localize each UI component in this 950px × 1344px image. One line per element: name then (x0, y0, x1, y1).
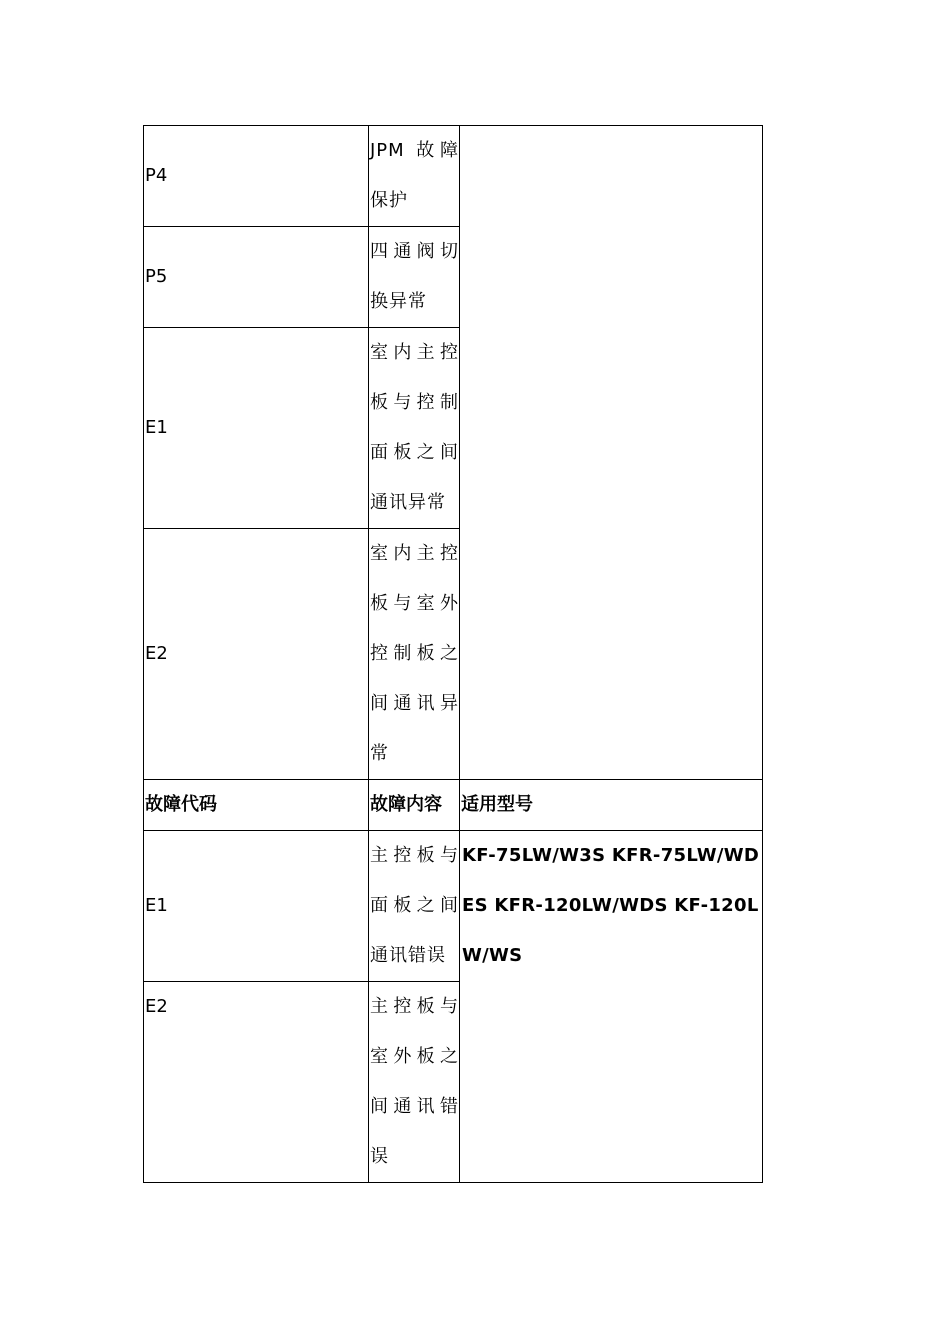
table-row (144, 831, 763, 982)
header-fault-content: 故障内容 (369, 780, 460, 831)
fault-content-cell: 室内主控板与控制面板之间通讯异常 (369, 328, 460, 529)
table-row (144, 126, 763, 227)
applicable-models-cell: KF-75LW/W3S KFR-75LW/WDES KFR-120LW/WDS KF-120LW/WS (460, 831, 763, 1183)
fault-content-cell: 室内主控板与室外控制板之间通讯异常 (369, 529, 460, 780)
fault-code-cell: P5 (144, 227, 369, 328)
fault-content-cell: 四通阀切换异常 (369, 227, 460, 328)
header-applicable-models: 适用型号 (460, 780, 763, 831)
fault-code-cell: E2 (144, 529, 369, 780)
fault-content-cell: JPM 故障保护 (369, 126, 460, 227)
fault-content-cell: 主控板与室外板之间通讯错误 (369, 982, 460, 1183)
fault-code-cell: E1 (144, 831, 369, 982)
fault-code-cell: P4 (144, 126, 369, 227)
fault-content-cell: 主控板与面板之间通讯错误 (369, 831, 460, 982)
empty-models-cell (460, 126, 763, 780)
fault-code-cell: E2 (144, 982, 369, 1183)
fault-code-table (143, 125, 763, 1183)
table-header-row (144, 780, 763, 831)
fault-code-cell: E1 (144, 328, 369, 529)
header-fault-code: 故障代码 (144, 780, 369, 831)
